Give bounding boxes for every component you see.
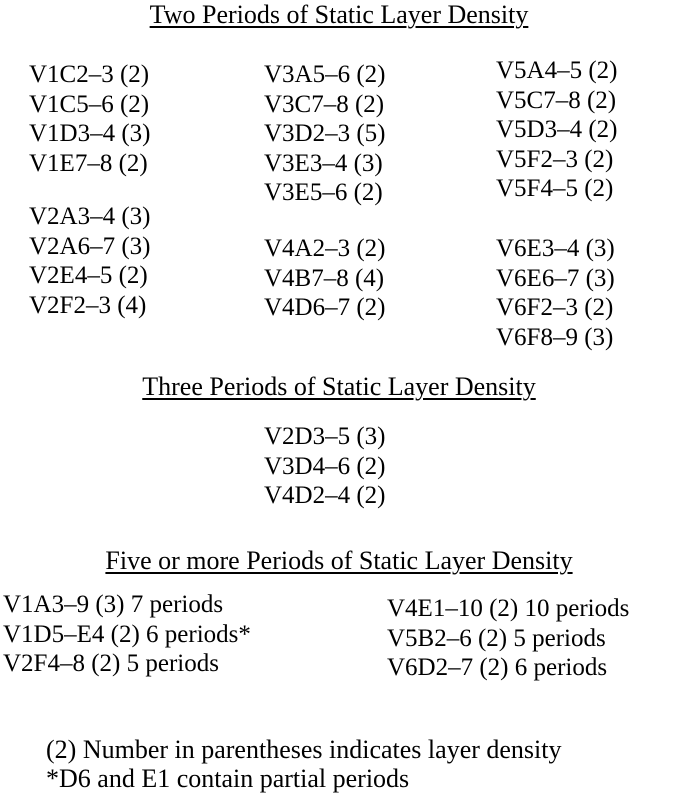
two-periods-column-3 <box>496 56 618 204</box>
list-item: V4B7–8 (4) <box>264 264 385 292</box>
three-periods-list <box>264 422 386 511</box>
list-item: V2A3–4 (3) <box>29 203 151 230</box>
two-periods-column-1 <box>29 60 151 222</box>
list-item: V1A3–9 (3) 7 periods <box>3 591 224 618</box>
list-item: V6D2–7 (2) 6 periods <box>387 654 608 681</box>
heading-five-or-more-periods: Five or more Periods of Static Layer Density <box>105 546 573 575</box>
list-item: V3E3–4 (3) <box>264 149 383 177</box>
list-item: V1C2–3 (2) <box>29 61 150 88</box>
two-periods-column-2 <box>264 60 386 208</box>
list-item: V4D6–7 (2) <box>264 294 386 321</box>
list-item: V1C5–6 (2) <box>29 90 150 118</box>
list-item: V2E4–5 (2) <box>29 262 148 289</box>
list-item: V1D5–E4 (2) 6 periods* <box>3 620 251 648</box>
list-item: V5C7–8 (2) <box>496 86 617 114</box>
list-item: V5B2–6 (2) 5 periods <box>387 624 606 652</box>
group-spacer <box>29 178 151 192</box>
heading-three-periods: Three Periods of Static Layer Density <box>142 372 536 401</box>
five-periods-right-list <box>387 594 629 683</box>
list-item: V6E3–4 (3) <box>496 235 615 262</box>
list-item: V1D3–4 (3) <box>29 120 151 147</box>
list-item: V3D4–6 (2) <box>264 452 386 480</box>
list-item: V3A5–6 (2) <box>264 61 386 88</box>
list-item: V2F2–3 (4) <box>29 291 147 319</box>
list-item: V4E1–10 (2) 10 periods <box>387 595 630 622</box>
list-item: V6F8–9 (3) <box>496 323 614 351</box>
list-item: V4A2–3 (2) <box>264 235 386 262</box>
list-item: V6F2–3 (2) <box>496 294 614 321</box>
footnote-partial-periods: *D6 and E1 contain partial periods <box>46 764 410 793</box>
two-periods-column-2-group-2 <box>264 234 386 323</box>
five-periods-left-list <box>3 590 251 679</box>
list-item: V3C7–8 (2) <box>264 90 385 118</box>
list-item: V1E7–8 (2) <box>29 149 148 177</box>
two-periods-column-3-group-2 <box>496 234 615 352</box>
footnote-layer-density: (2) Number in parentheses indicates layer density <box>46 735 562 764</box>
list-item: V5D3–4 (2) <box>496 116 618 143</box>
list-item: V2A6–7 (3) <box>29 232 151 260</box>
two-periods-column-1-group-2 <box>29 202 151 320</box>
list-item: V5A4–5 (2) <box>496 57 618 84</box>
list-item: V3D2–3 (5) <box>264 120 386 147</box>
list-item: V2F4–8 (2) 5 periods <box>3 650 219 677</box>
list-item: V3E5–6 (2) <box>264 179 383 206</box>
list-item: V5F4–5 (2) <box>496 175 614 202</box>
list-item: V5F2–3 (2) <box>496 145 614 173</box>
list-item: V2D3–5 (3) <box>264 423 386 450</box>
list-item: V4D2–4 (2) <box>264 482 386 509</box>
heading-two-periods: Two Periods of Static Layer Density <box>149 0 529 29</box>
list-item: V6E6–7 (3) <box>496 264 615 292</box>
